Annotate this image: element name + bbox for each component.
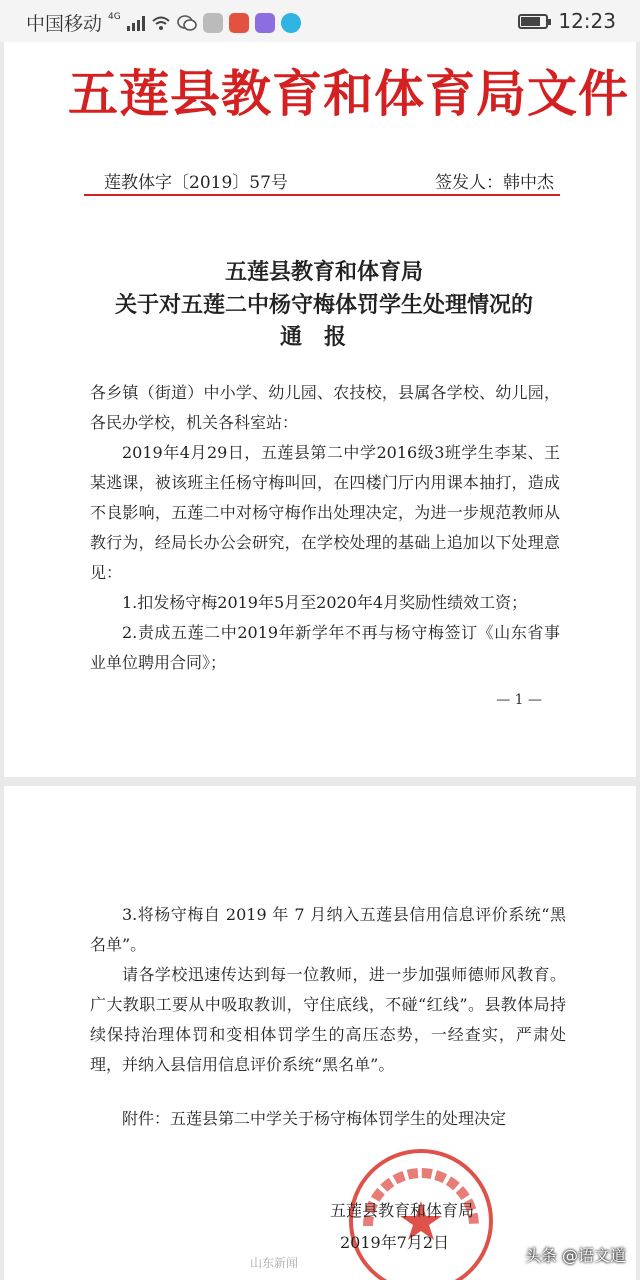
- watermark-right: 头条 @语文道: [524, 1246, 626, 1265]
- document-body-page-1: [90, 378, 560, 678]
- watermark-left: 山东新闻: [250, 1256, 299, 1270]
- app-icon-4: [281, 13, 301, 33]
- wifi-icon: [151, 15, 171, 31]
- app-icon-3: [255, 13, 275, 33]
- document-number: 莲教体字〔2019〕57号: [104, 173, 288, 193]
- battery-icon: [518, 14, 548, 29]
- document-body-page-2: [90, 900, 566, 1080]
- app-icon-1: [203, 13, 223, 33]
- wechat-icon: [177, 14, 197, 32]
- paragraph: 2019年4月29日，五莲县第二中学2016级3班学生李某、王某逃课，被该班主任杨守梅叫回，在四楼门厅内用课本抽打，造成不良影响，五莲二中对杨守梅作出处理决定，为进一步规范教师从教行为，经局长办公会研究，在学校处理的基础上追加以下处理意见：: [90, 443, 560, 582]
- paragraph: 3.将杨守梅自 2019 年 7 月纳入五莲县信用信息评价系统“黑名单”。: [90, 905, 566, 954]
- paragraph: 2.责成五莲二中2019年新学年不再与杨守梅签订《山东省事业单位聘用合同》；: [90, 623, 560, 672]
- document-title-line-3: 通报: [279, 324, 368, 350]
- page-number: — 1 —: [496, 692, 542, 708]
- document-page-1: [4, 42, 636, 777]
- document-page-2: [4, 786, 636, 1280]
- issuer: 签发人：韩中杰: [435, 173, 554, 193]
- clock: 12:23: [558, 9, 616, 33]
- paragraph: 请各学校迅速传达到每一位教师，进一步加强师德师风教育。广大教职工要从中吸取教训，守住底线，不碰“红线”。县教体局持续保持治理体罚和变相体罚学生的高压态势，一经查实，严肃处理，并纳入县信用信息评价系统“黑名单”。: [90, 965, 566, 1074]
- paragraph: 各乡镇（街道）中小学、幼儿园、农技校，县属各学校、幼儿园，各民办学校，机关各科室站：: [90, 383, 560, 432]
- paragraph: 1.扣发杨守梅2019年5月至2020年4月奖励性绩效工资；: [122, 593, 528, 612]
- signal-icon: [127, 15, 145, 31]
- document-header: 五莲县教育和体育局文件: [68, 64, 629, 123]
- header-divider: [84, 194, 560, 196]
- status-bar: [0, 0, 640, 42]
- network-type: 4G: [108, 11, 121, 22]
- attachment-note: 附件：五莲县第二中学关于杨守梅体罚学生的处理决定: [122, 1109, 507, 1128]
- document-title-line-1: 五莲县教育和体育局: [224, 259, 423, 285]
- signature-organization: 五莲县教育和体育局: [330, 1201, 475, 1220]
- carrier-label: 中国移动: [26, 13, 103, 35]
- signature-date: 2019年7月2日: [340, 1233, 450, 1252]
- app-icon-2: [229, 13, 249, 33]
- document-title-line-2: 关于对五莲二中杨守梅体罚学生处理情况的: [114, 292, 533, 318]
